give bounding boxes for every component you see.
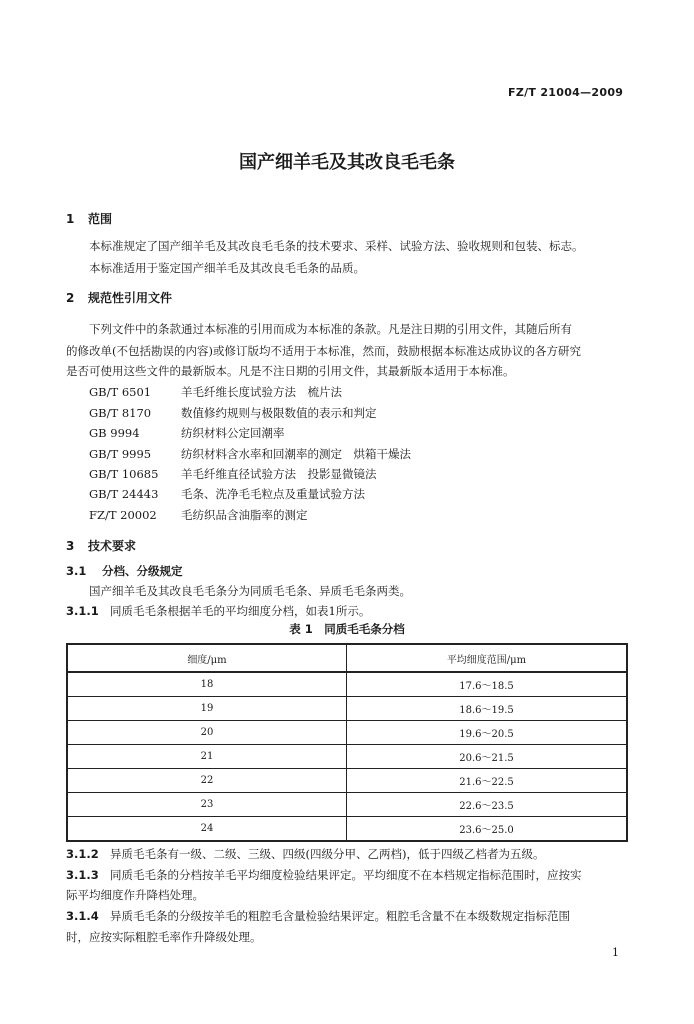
reference-code: FZ/T 20002 [89,508,157,522]
cell-fineness: 18 [67,672,347,697]
cell-range: 19.6～20.5 [347,721,628,745]
section-2-intro-line-1: 下列文件中的条款通过本标准的引用而成为本标准的条款。凡是注日期的引用文件，其随后所有 [89,322,572,336]
clause-text: 异质毛毛条有一级、二级、三级、四级(四级分甲、乙两档)，低于四级乙档者为五级。 [110,847,545,861]
section-2-intro-line-3: 是否可使用这些文件的最新版本。凡是不注日期的引用文件，其最新版本适用于本标准。 [66,364,515,378]
reference-title: 纺织材料含水率和回潮率的测定 烘箱干燥法 [181,447,411,461]
cell-range: 22.6～23.5 [347,793,628,817]
clause-3-1-2 [66,846,544,862]
section-2-heading [66,289,172,306]
table-row [67,817,627,842]
cell-fineness: 23 [67,793,347,817]
clause-3-1-1 [66,603,370,619]
clause-3-1-3 [66,867,582,883]
table-row [67,769,627,793]
reference-item [89,466,377,482]
cell-fineness: 21 [67,745,347,769]
section-1-paragraph-2: 本标准适用于鉴定国产细羊毛及其改良毛毛条的品质。 [89,261,365,275]
reference-code: GB/T 10685 [89,467,159,481]
cell-range: 17.6～18.5 [347,672,628,697]
section-title: 范围 [88,212,113,226]
reference-item [89,384,342,400]
cell-fineness: 20 [67,721,347,745]
column-header-fineness: 细度/μm [67,644,347,672]
subsection-3-1-heading [66,563,183,579]
clause-number: 3.1.4 [66,909,99,923]
clause-3-1-3-continuation: 际平均细度作升降档处理。 [66,888,204,902]
cell-range: 20.6～21.5 [347,745,628,769]
subsection-title: 分档、分级规定 [102,564,183,578]
standard-code: FZ/T 21004—2009 [508,86,624,99]
column-header-range: 平均细度范围/μm [347,644,628,672]
cell-range: 23.6～25.0 [347,817,628,842]
section-number: 1 [66,212,75,226]
clause-3-1-4-continuation: 时，应按实际粗腔毛率作升降级处理。 [66,930,262,944]
table-header-row [67,644,627,672]
subsection-number: 3.1 [66,564,87,578]
reference-item [89,425,285,441]
clause-3-1-4 [66,908,570,924]
reference-title: 羊毛纤维直径试验方法 投影显微镜法 [181,467,377,481]
clause-text: 异质毛毛条的分级按羊毛的粗腔毛含量检验结果评定。粗腔毛含量不在本级数规定指标范围 [110,909,570,923]
cell-fineness: 24 [67,817,347,842]
reference-code: GB/T 9995 [89,447,152,461]
cell-range: 21.6～22.5 [347,769,628,793]
reference-code: GB/T 24443 [89,487,159,501]
document-title: 国产细羊毛及其改良毛毛条 [239,152,455,173]
table-row [67,745,627,769]
reference-item [89,507,308,523]
clause-number: 3.1.3 [66,868,99,882]
reference-code: GB 9994 [89,426,140,440]
cell-fineness: 19 [67,697,347,721]
clause-text: 同质毛毛条根据羊毛的平均细度分档，如表1所示。 [110,604,371,618]
page-number: 1 [612,946,619,959]
clause-number: 3.1.2 [66,847,99,861]
section-1-paragraph-1: 本标准规定了国产细羊毛及其改良毛毛条的技术要求、采样、试验方法、验收规则和包装、标志。 [89,239,584,253]
table-row [67,721,627,745]
section-3-heading [66,537,136,554]
section-number: 2 [66,291,75,305]
reference-title: 毛纺织品含油脂率的测定 [181,508,308,522]
reference-title: 毛条、洗净毛毛粒点及重量试验方法 [181,487,365,501]
reference-item [89,486,365,502]
table-row [67,672,627,697]
reference-item [89,446,411,462]
table-row [67,793,627,817]
section-title: 规范性引用文件 [88,291,173,305]
cell-fineness: 22 [67,769,347,793]
clause-text: 同质毛毛条的分档按羊毛平均细度检验结果评定。平均细度不在本档规定指标范围时，应按实 [110,868,582,882]
reference-code: GB/T 6501 [89,385,152,399]
subsection-3-1-text: 国产细羊毛及其改良毛毛条分为同质毛毛条、异质毛毛条两类。 [89,584,411,598]
section-title: 技术要求 [88,539,137,553]
section-1-heading [66,210,112,227]
section-number: 3 [66,539,75,553]
reference-title: 羊毛纤维长度试验方法 梳片法 [181,385,342,399]
clause-number: 3.1.1 [66,604,99,618]
reference-code: GB/T 8170 [89,406,152,420]
cell-range: 18.6～19.5 [347,697,628,721]
table-row [67,697,627,721]
table-title: 表 1 同质毛毛条分档 [289,622,405,636]
grading-table [66,643,628,842]
section-2-intro-line-2: 的修改单(不包括勘误的内容)或修订版均不适用于本标准，然而，鼓励根据本标准达成协议的各方研究 [66,344,581,358]
reference-title: 数值修约规则与极限数值的表示和判定 [181,406,377,420]
reference-title: 纺织材料公定回潮率 [181,426,285,440]
reference-item [89,405,377,421]
